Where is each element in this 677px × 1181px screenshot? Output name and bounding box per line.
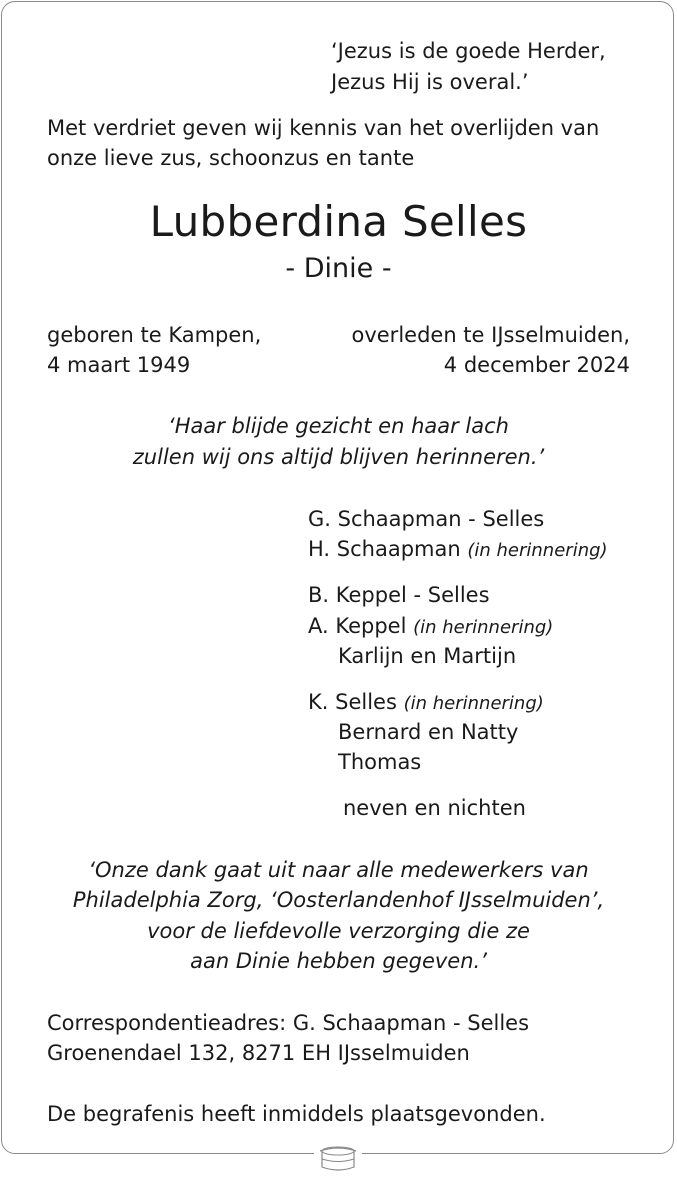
birth-date: 4 maart 1949: [47, 353, 191, 377]
deceased-nickname: - Dinie -: [285, 253, 392, 284]
family-name: A. Keppel: [308, 614, 407, 638]
memorial-note: (in herinnering): [467, 540, 608, 561]
family-children-selles-1: Bernard en Natty: [338, 720, 519, 744]
quote-line-2: zullen wij ons altijd blijven herinneren.’: [132, 445, 545, 469]
family-member-g-schaapman: G. Schaapman - Selles: [308, 507, 545, 531]
nephews-and-nieces: neven en nichten: [343, 796, 526, 820]
notice-frame: [1, 1, 674, 1154]
thanks-line-2: Philadelphia Zorg, ‘Oosterlandenhof IJsselmuiden’,: [72, 888, 605, 912]
family-member-h-schaapman: [308, 534, 608, 566]
memorial-note: (in herinnering): [413, 617, 554, 638]
family-member-a-keppel: [308, 611, 553, 643]
death-label: overleden te IJsselmuiden,: [351, 323, 630, 347]
memorial-note: (in herinnering): [403, 693, 544, 714]
family-name: H. Schaapman: [308, 537, 461, 561]
correspondence-line-2: Groenendael 132, 8271 EH IJsselmuiden: [47, 1041, 470, 1065]
thanks-line-3: voor de liefdevolle verzorging die ze: [147, 919, 530, 943]
birth-label: geboren te Kampen,: [47, 323, 262, 347]
correspondence-line-1: Correspondentieadres: G. Schaapman - Selles: [47, 1011, 530, 1035]
intro-line-2: onze lieve zus, schoonzus en tante: [47, 146, 415, 170]
family-name: K. Selles: [308, 690, 397, 714]
thanks-line-4: aan Dinie hebben gegeven.’: [190, 949, 487, 973]
quote-line-1: ‘Haar blijde gezicht en haar lach: [168, 414, 509, 438]
deceased-name: Lubberdina Selles: [149, 197, 528, 246]
thanks-line-1: ‘Onze dank gaat uit naar alle medewerkers van: [88, 858, 589, 882]
family-member-b-keppel: B. Keppel - Selles: [308, 583, 490, 607]
funeral-notice: De begrafenis heeft inmiddels plaatsgevonden.: [47, 1102, 546, 1126]
family-children-keppel: Karlijn en Martijn: [338, 644, 517, 668]
intro-line-1: Met verdriet geven wij kennis van het overlijden van: [47, 116, 600, 140]
motto-line-1: ‘Jezus is de goede Herder,: [331, 39, 606, 63]
hat-icon: [314, 1137, 362, 1177]
motto-line-2: Jezus Hij is overal.’: [331, 70, 529, 94]
family-children-selles-2: Thomas: [338, 750, 422, 774]
family-member-k-selles: [308, 687, 544, 719]
death-date: 4 december 2024: [443, 353, 630, 377]
